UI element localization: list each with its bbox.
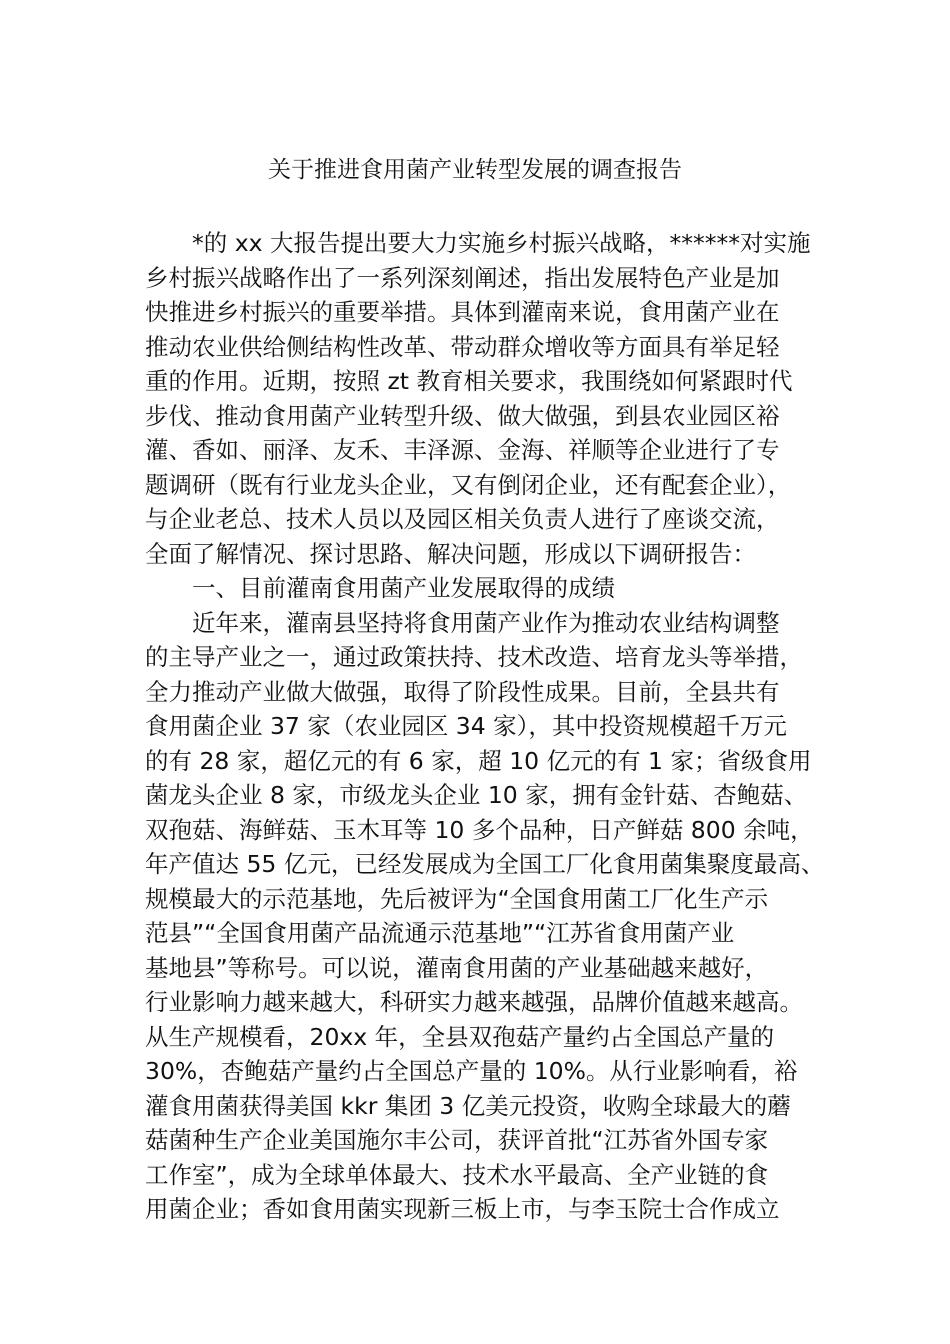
paragraph-line: 基地县”等称号。可以说，灌南食用菌的产业基础越来越好， bbox=[145, 953, 769, 982]
paragraph-line: 灌食用菌获得美国 kkr 集团 3 亿美元投资，收购全球最大的蘑 bbox=[145, 1091, 791, 1120]
paragraph-line: 全力推动产业做大做强，取得了阶段性成果。目前，全县共有 bbox=[145, 677, 780, 706]
paragraph-line: 菇菌种生产企业美国施尔丰公司，获评首批“江苏省外国专家 bbox=[145, 1126, 769, 1154]
paragraph-line: 推动农业供给侧结构性改革、带动群众增收等方面具有举足轻 bbox=[145, 332, 780, 361]
paragraph-line: 与企业老总、技术人员以及园区相关负责人进行了座谈交流， bbox=[145, 505, 780, 533]
paragraph-line: 菌龙头企业 8 家，市级龙头企业 10 家，拥有金针菇、杏鲍菇、 bbox=[145, 781, 808, 809]
paragraph-line: 规模最大的示范基地，先后被评为“全国食用菌工厂化生产示 bbox=[145, 884, 769, 913]
paragraph-line: 食用菌企业 37 家（农业园区 34 家），其中投资规模超千万元 bbox=[145, 712, 787, 740]
paragraph-line: 工作室”，成为全球单体最大、技术水平最高、全产业链的食 bbox=[145, 1160, 769, 1189]
paragraph-line: 30%，杏鲍菇产量约占全国总产量的 10%。从行业影响看，裕 bbox=[145, 1057, 798, 1085]
document-title: 关于推进食用菌产业转型发展的调查报告 bbox=[268, 157, 682, 183]
paragraph-line: 从生产规模看，20xx 年，全县双孢菇产量约占全国总产量的 bbox=[145, 1022, 775, 1051]
document-body bbox=[145, 226, 825, 1227]
paragraph-line: 的主导产业之一，通过政策扶持、技术改造、培育龙头等举措， bbox=[145, 643, 803, 671]
paragraph-line: 近年来，灌南县坚持将食用菌产业作为推动农业结构调整 bbox=[192, 608, 780, 637]
paragraph-line: *的 xx 大报告提出要大力实施乡村振兴战略，******对实施 bbox=[192, 229, 811, 257]
paragraph-line: 步伐、推动食用菌产业转型升级、做大做强，到县农业园区裕 bbox=[145, 401, 780, 430]
section-heading: 一、目前灌南食用菌产业发展取得的成绩 bbox=[192, 574, 615, 602]
paragraph-line: 乡村振兴战略作出了一系列深刻阐述，指出发展特色产业是加 bbox=[145, 263, 780, 292]
paragraph-line: 题调研（既有行业龙头企业，又有倒闭企业，还有配套企业）， bbox=[145, 470, 792, 499]
paragraph-line: 行业影响力越来越大，科研实力越来越强，品牌价值越来越高。 bbox=[145, 988, 803, 1016]
paragraph-line: 双孢菇、海鲜菇、玉木耳等 10 多个品种，日产鲜菇 800 余吨， bbox=[145, 815, 814, 844]
paragraph-line: 范县”“全国食用菌产品流通示范基地”“江苏省食用菌产业 bbox=[145, 919, 735, 947]
paragraph-line: 快推进乡村振兴的重要举措。具体到灌南来说，食用菌产业在 bbox=[145, 298, 780, 326]
paragraph-line: 的有 28 家，超亿元的有 6 家，超 10 亿元的有 1 家；省级食用 bbox=[145, 746, 812, 775]
paragraph-line: 用菌企业；香如食用菌实现新三板上市，与李玉院士合作成立 bbox=[145, 1195, 780, 1223]
paragraph-line: 年产值达 55 亿元，已经发展成为全国工厂化食用菌集聚度最高、 bbox=[145, 850, 825, 878]
paragraph-line: 重的作用。近期，按照 zt 教育相关要求，我围绕如何紧跟时代 bbox=[145, 367, 793, 395]
paragraph-line: 全面了解情况、探讨思路、解决问题，形成以下调研报告： bbox=[145, 539, 756, 568]
paragraph-line: 灌、香如、丽泽、友禾、丰泽源、金海、祥顺等企业进行了专 bbox=[145, 436, 780, 464]
